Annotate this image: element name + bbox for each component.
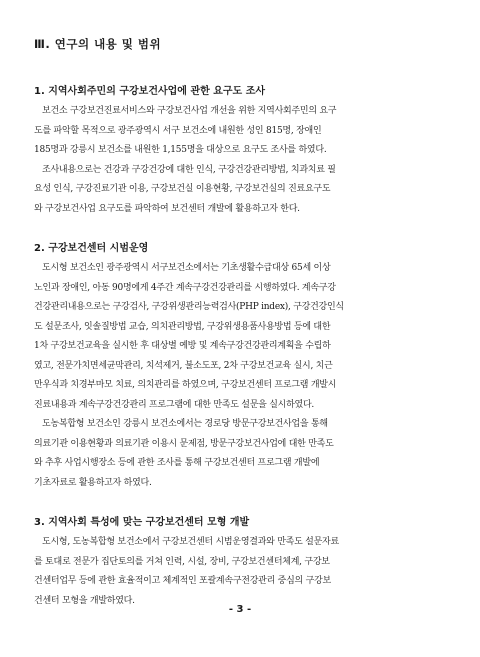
text-line: 건센터 모형을 개발하였다. (34, 595, 135, 606)
text-line: 를 토대로 전문가 집단토의를 거쳐 인력, 시설, 장비, 구강보건센터체계, 구강보 (34, 556, 330, 567)
text-line: 요성 인식, 구강진료기관 이용, 구강보건실 이용현황, 구강보건실의 진료요구도 (34, 184, 331, 194)
text-line: 도 설문조사, 잇솔질방법 교습, 의치관리방법, 구강위생용품사용방법 등에 대한 (34, 321, 331, 332)
text-line: 진료내용과 계속구강건강관리 프로그램에 대한 만족도 설문을 실시하였다. (34, 399, 315, 410)
text-line: 1차 구강보건교육을 실시한 후 대상별 예방 및 계속구강건강관리계획을 수립하 (34, 341, 331, 351)
paragraph (34, 259, 438, 415)
text-line: 노인과 장애인, 아동 90명에게 4주간 계속구강건강관리를 시행하였다. 계속구강 (34, 282, 336, 293)
text-line: 건센터업무 등에 관한 효율적이고 체계적인 포괄계속구전강관리 중심의 구강보 (34, 576, 331, 586)
text-line: 조사내용으로는 건강과 구강건강에 대한 인식, 구강건강관리방법, 치과치료 필 (42, 164, 336, 175)
text-line: 였고, 전문가치면세균막관리, 치석제거, 불소도포, 2차 구강보건교육 실시, 치근 (34, 360, 333, 371)
paragraph (34, 533, 438, 611)
chapter-title: Ⅲ. 연구의 내용 및 범위 (34, 37, 162, 51)
paragraph (34, 102, 438, 161)
section-title: 2. 구강보건센터 시범운영 (34, 243, 149, 254)
section-2 (34, 239, 438, 493)
text-line: 와 추후 사업시행장소 등에 관한 조사를 통해 구강보건센터 프로그램 개발에 (34, 458, 320, 468)
section-3 (34, 513, 438, 611)
text-line: 도시형 보건소인 광주광역시 서구보건소에서는 기초생활수급대상 65세 이상 (42, 263, 331, 273)
section-1 (34, 82, 438, 219)
text-line: 도농복합형 보건소인 강릉시 보건소에서는 경로당 방문구강보건사업을 통해 (42, 419, 328, 429)
text-line: 185명과 강릉시 보건소를 내원한 1,155명을 대상으로 요구도 조사를 하였다. (34, 145, 327, 155)
page-number: - 3 - (228, 604, 252, 615)
text-line: 기초자료로 활용하고자 하였다. (34, 477, 152, 488)
section-title: 1. 지역사회주민의 구강보건사업에 관한 요구도 조사 (34, 86, 266, 97)
text-line: 도를 파악할 목적으로 광주광역시 서구 보건소에 내원한 성인 815명, 장애인 (34, 125, 322, 136)
text-line: 와 구강보건사업 요구도를 파악하여 보건센터 개발에 활용하고자 한다. (34, 203, 300, 214)
paragraph (34, 161, 438, 220)
text-line: 보건소 구강보건진료서비스와 구강보건사업 개선을 위한 지역사회주민의 요구 (42, 106, 337, 116)
text-line: 도시형, 도농복합형 보건소에서 구강보건센터 시범운영결과와 만족도 설문자료 (42, 537, 339, 547)
text-line: 건강관리내용으로는 구강검사, 구강위생관리능력검사(PHP index), 구강건강인식 (34, 302, 344, 312)
section-title: 3. 지역사회 특성에 맞는 구강보건센터 모형 개발 (34, 517, 250, 528)
text-line: 만우식과 치경부마모 치료, 의치관리를 하였으며, 구강보건센터 프로그램 개발시 (34, 380, 337, 390)
paragraph (34, 415, 438, 493)
text-line: 의료기관 이용현황과 의료기관 이용시 문제점, 방문구강보건사업에 대한 만족도 (34, 438, 334, 449)
